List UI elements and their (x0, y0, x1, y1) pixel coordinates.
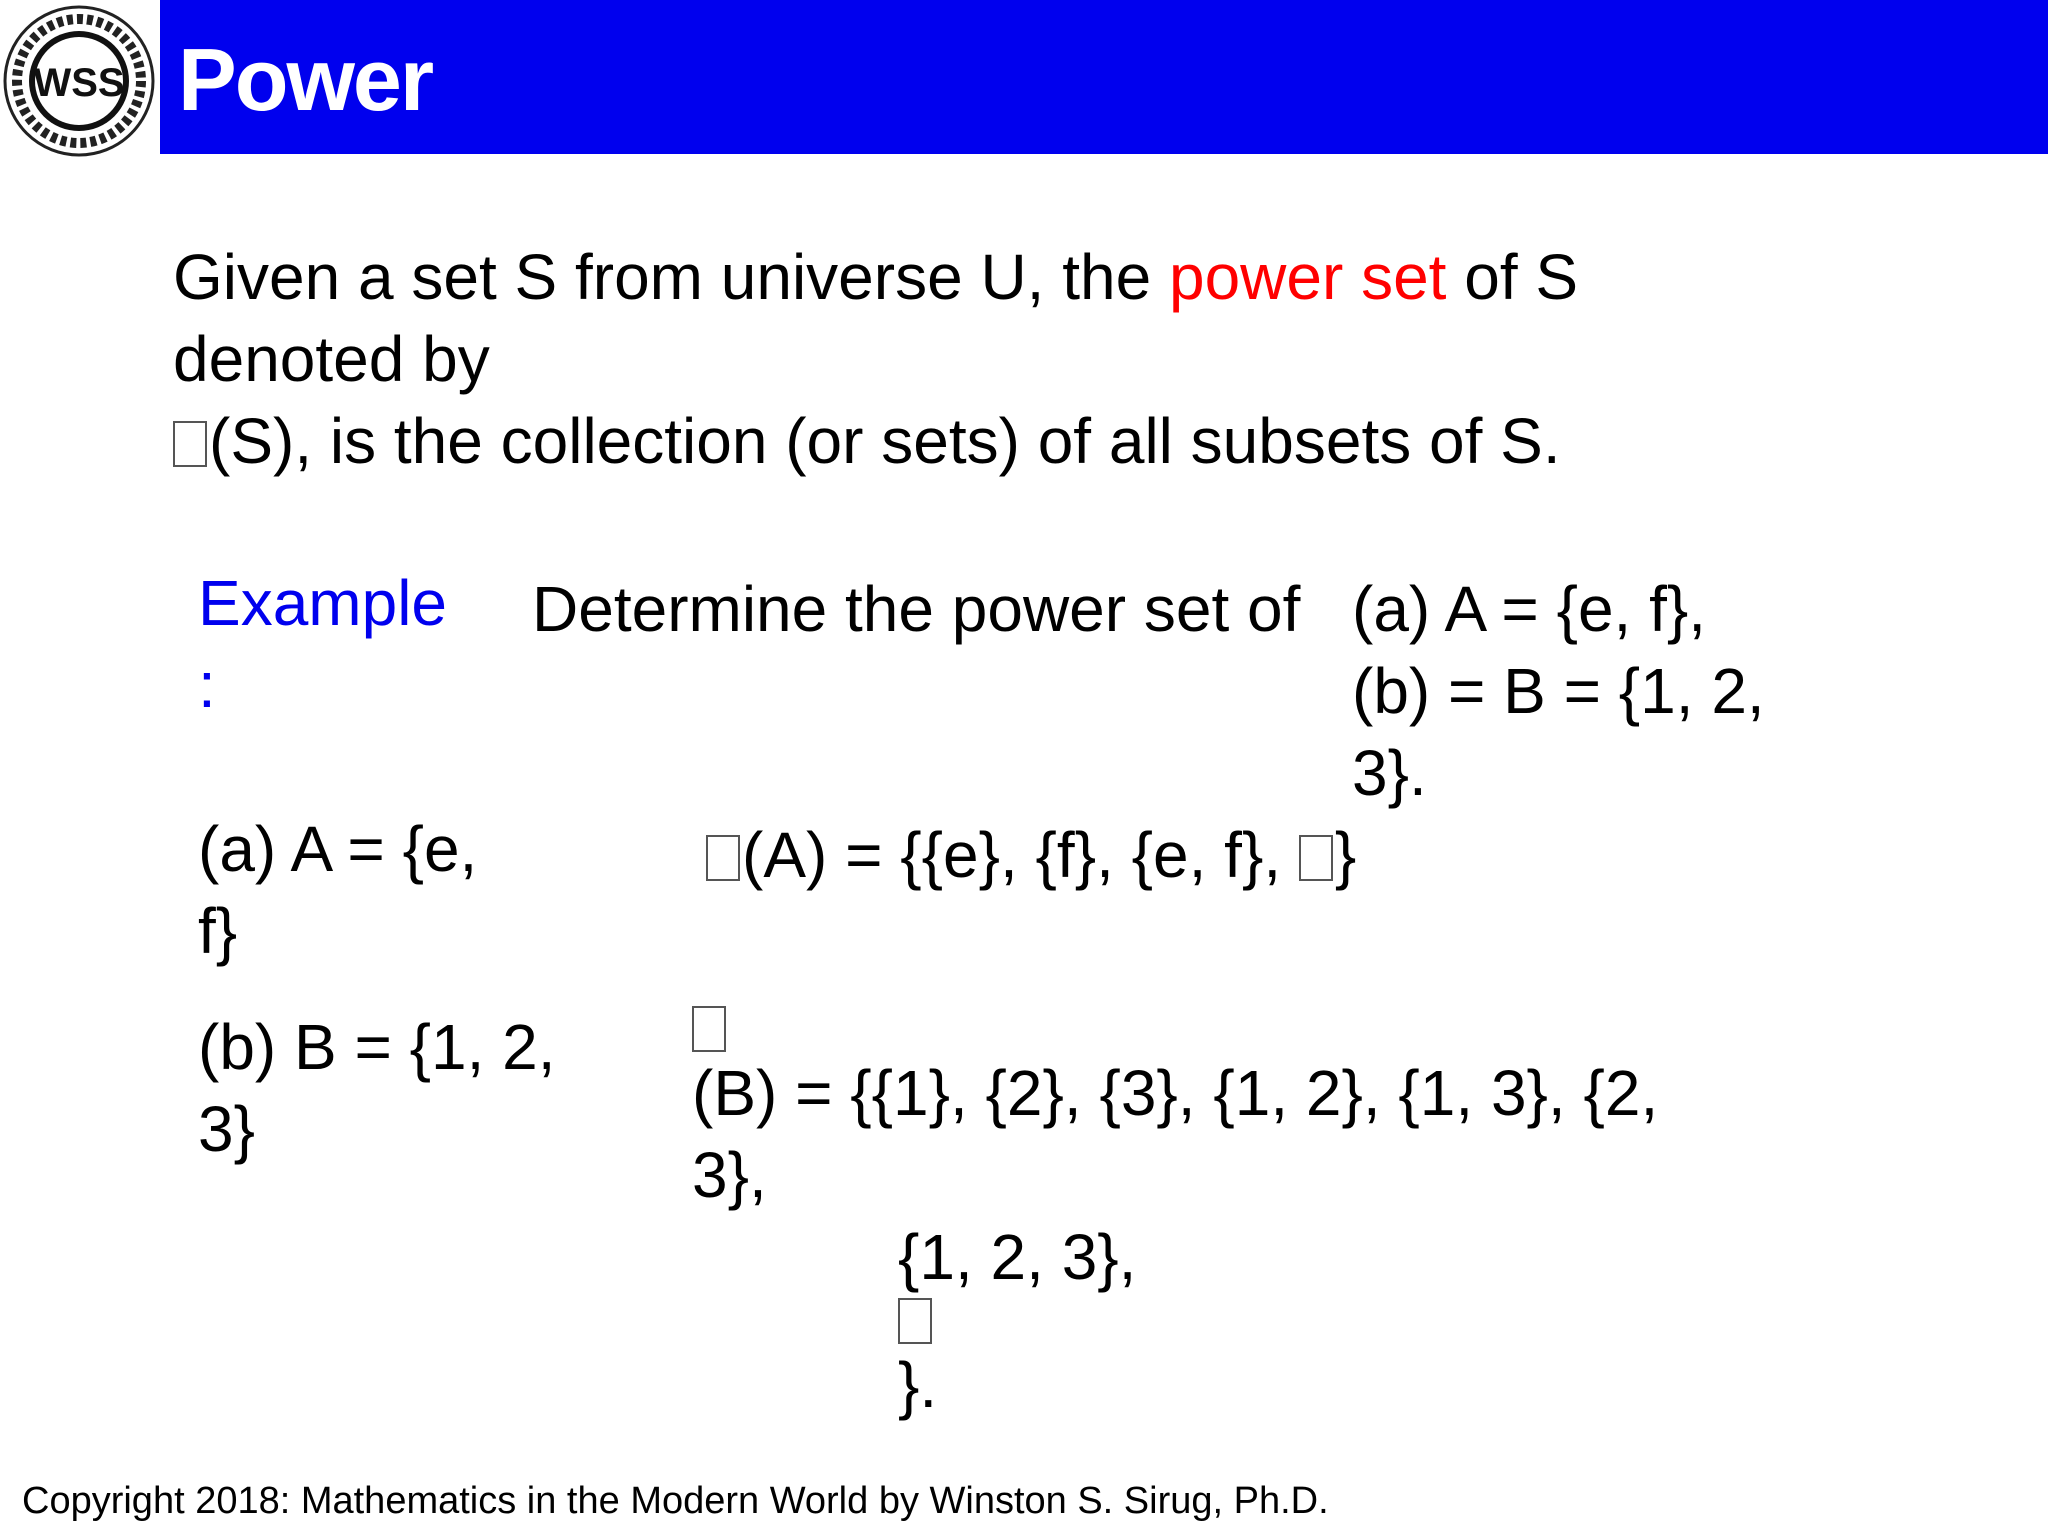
definition-text (173, 236, 1733, 482)
example-part-a: (a) A = {e, f}, (1352, 573, 1707, 645)
example-part-b: (b) = B = {1, 2, (1352, 655, 1765, 727)
solution-b-question: (b) B = {1, 2, 3} (198, 1011, 556, 1165)
power-set-term: power set (1168, 241, 1447, 313)
missing-glyph-box-icon (1299, 835, 1333, 881)
solution-b-answer-line-2: 3}, (692, 1139, 767, 1211)
definition-line-2: denoted by (173, 323, 490, 395)
solution-b-answer (692, 1006, 1658, 1426)
svg-text:WSS: WSS (33, 61, 125, 105)
missing-glyph-box-icon (692, 1006, 726, 1052)
title-bar (160, 0, 2048, 154)
example-label: Example : (198, 567, 447, 721)
solution-a-answer: (A) = {{e}, {f}, {e, f}, } (706, 814, 1356, 896)
solution-a-question: (a) A = {e, f} (198, 813, 478, 967)
missing-glyph-box-icon (173, 421, 207, 467)
logo (2, 4, 156, 158)
example-parts (1352, 568, 1812, 814)
example-prompt: Determine the power set of (532, 573, 1301, 645)
solution-b-answer-line-1: (B) = {{1}, {2}, {3}, {1, 2}, {1, 3}, {2, (692, 1006, 1658, 1134)
definition-line-1: Given a set S from universe U, the power set of S (173, 241, 1579, 313)
missing-glyph-box-icon (898, 1298, 932, 1344)
copyright-footer: Copyright 2018: Mathematics in the Modern World by Winston S. Sirug, Ph.D. (22, 1480, 1329, 1522)
example-part-b-cont: 3}. (1352, 737, 1427, 809)
slide-title: Power (178, 30, 433, 129)
solution-b-answer-line-3: {1, 2, 3}, }. (898, 1221, 1137, 1421)
definition-line-3: (S), is the collection (or sets) of all subsets of S. (173, 400, 1733, 482)
missing-glyph-box-icon (706, 835, 740, 881)
